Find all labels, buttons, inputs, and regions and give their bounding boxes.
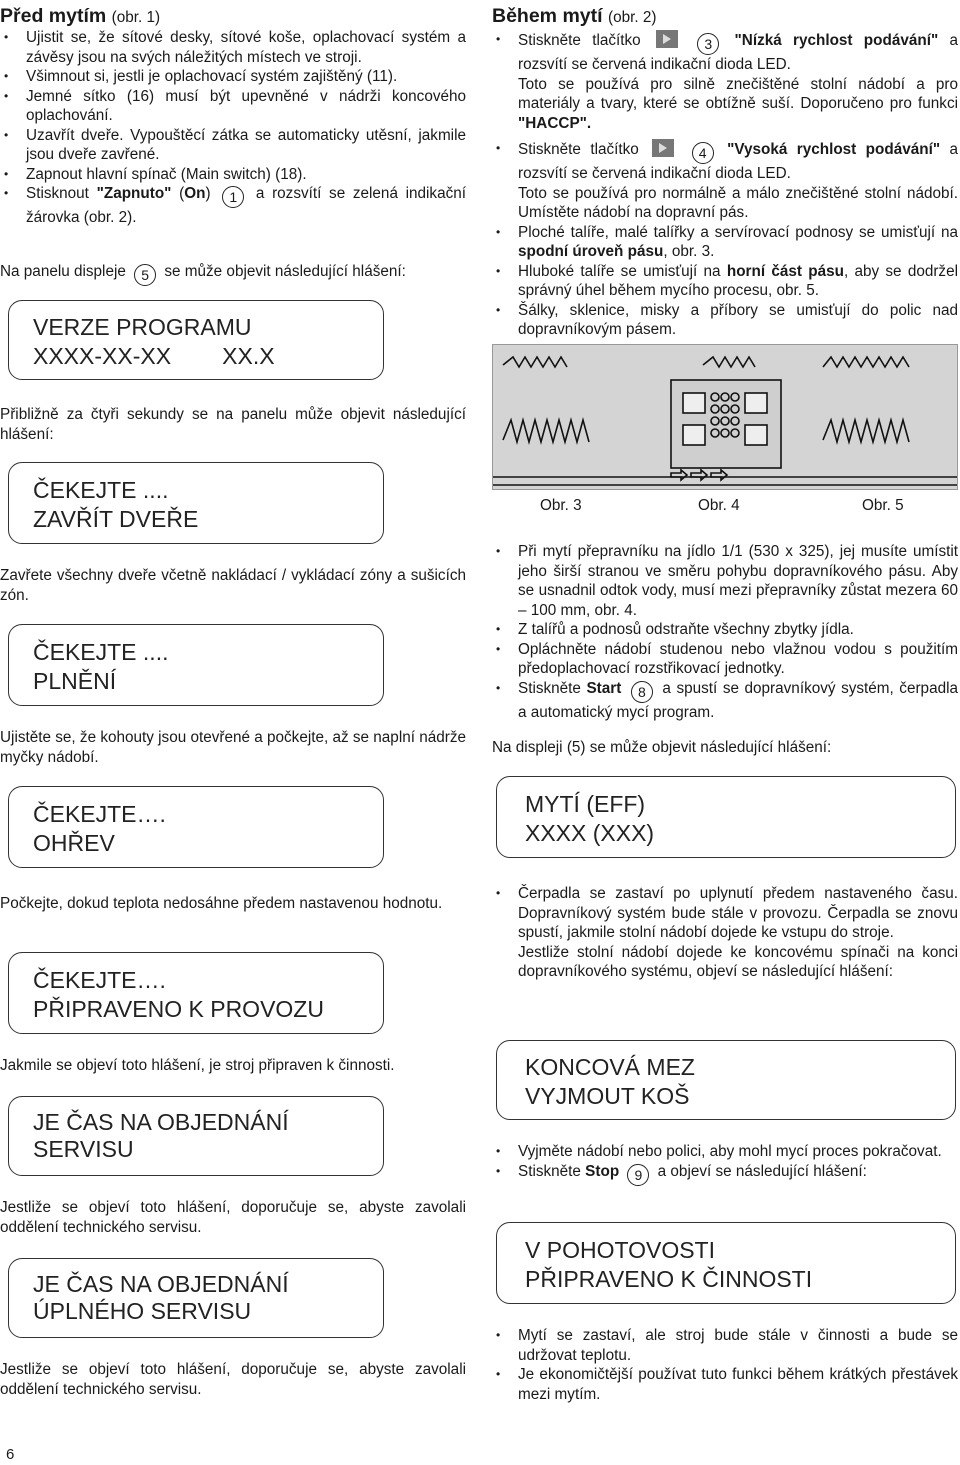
list-item: • Čerpadla se zastaví po uplynutí předem nastaveného času. Dopravníkový systém bude stále v provozu. Čerpadla se znovu spustí, jakmile stolní nádobí dojede ke vstupu do stroje. Jestliže stolní nádobí dojede ke koncovému spínači na konci dopravníkového systému, objeví se následující hlášení: bbox=[492, 884, 958, 982]
list-item: • Všimnout si, jestli je oplachovací systém zajištěný (11). bbox=[0, 67, 466, 87]
display-message-heating: ČEKEJTE…. OHŘEV bbox=[8, 786, 384, 868]
display-message-end-limit: KONCOVÁ MEZ VYJMOUT KOŠ bbox=[496, 1040, 956, 1120]
pump-list bbox=[492, 884, 958, 982]
text-service: Jestliže se objeví toto hlášení, doporučuje se, abyste zavolali oddělení technického servisu. bbox=[0, 1199, 466, 1236]
display-message-ready: ČEKEJTE…. PŘIPRAVENO K PROVOZU bbox=[8, 952, 384, 1034]
text-after-version: Přibližně za čtyři sekundy se na panelu může objevit následující hlášení: bbox=[0, 406, 466, 443]
panel-text: Na panelu displeje 5 se může objevit následující hlášení: bbox=[0, 262, 466, 286]
conveyor-figure bbox=[492, 344, 958, 490]
display-message-full-service: JE ČAS NA OBJEDNÁNÍ ÚPLNÉHO SERVISU bbox=[8, 1258, 384, 1338]
display-message-version: VERZE PROGRAMU XXXX-XX-XX XX.X bbox=[8, 300, 384, 380]
list-item: • Ujistit se, že sítové desky, sítové koše, oplachovací systém a závěsy jsou na svých náležitých místech ve stroji. bbox=[0, 28, 466, 67]
text-ready: Jakmile se objeví toto hlášení, je stroj připraven k činnosti. bbox=[0, 1057, 395, 1074]
list-item-low-speed: • Stiskněte tlačítko 3 "Nízká rychlost podávání" a rozsvítí se červená indikační dioda LED. Toto se používá pro silně znečištěné stolní nádobí a pro materiály a tvary, které se obtížně suší. Doporučeno pro funkci "HACCP". bbox=[492, 30, 958, 133]
text-full-service: Jestliže se objeví toto hlášení, doporučuje se, abyste zavolali oddělení technického servisu. bbox=[0, 1361, 466, 1398]
conveyor-illustration bbox=[493, 345, 958, 490]
list-item-start: • Stiskněte Start 8 a spustí se dopravníkový systém, čerpadla a automatický mycí program. bbox=[492, 679, 958, 723]
list-item: • Šálky, sklenice, misky a příbory se umisťují do polic nad dopravníkovým pásem. bbox=[492, 301, 958, 340]
display-message-filling: ČEKEJTE .... PLNĚNÍ bbox=[8, 624, 384, 706]
list-item-high-speed: • Stiskněte tlačítko 4 "Vysoká rychlost podávání" a rozsvítí se červená indikační dioda LED. Toto se používá pro normálně a málo znečištěné stolní nádobí. Umístěte nádobí na dopravní pás. bbox=[492, 139, 958, 223]
button-number-icon: 3 bbox=[697, 33, 719, 55]
list-item: • Uzavřít dveře. Vypouštěcí zátka se automaticky utěsní, jakmile jsou dveře zavřené. bbox=[0, 126, 466, 165]
low-speed-icon bbox=[656, 30, 678, 48]
text-close-doors: Zavřete všechny dveře včetně nakládací / vykládací zóny a sušicích zón. bbox=[0, 567, 466, 604]
button-number-icon: 9 bbox=[627, 1164, 649, 1186]
list-item-stop: • Stiskněte Stop 9 a objeví se následující hlášení: bbox=[492, 1162, 958, 1186]
during-washing-list bbox=[492, 30, 958, 340]
high-speed-icon bbox=[652, 139, 674, 157]
display-message-washing: MYTÍ (EFF) XXXX (XXX) bbox=[496, 776, 956, 858]
button-number-icon: 4 bbox=[692, 142, 714, 164]
button-number-icon: 1 bbox=[222, 186, 244, 208]
heading-before-washing: Před mytím (obr. 1) bbox=[0, 5, 161, 27]
list-item: • Stisknout "Zapnuto" (On) 1 a rozsvítí se zelená indikační žárovka (obr. 2). bbox=[0, 184, 466, 228]
list-item: • Je ekonomičtější používat tuto funkci během krátkých přestávek mezi mytím. bbox=[492, 1365, 958, 1404]
button-number-icon: 8 bbox=[631, 681, 653, 703]
display-message-service: JE ČAS NA OBJEDNÁNÍ SERVISU bbox=[8, 1096, 384, 1176]
heading-during-washing: Během mytí (obr. 2) bbox=[492, 5, 657, 27]
text-taps: Ujistěte se, že kohouty jsou otevřené a počkejte, až se naplní nádrže myčky nádobí. bbox=[0, 729, 466, 766]
list-item: • Ploché talíře, malé talířky a servírovací podnosy se umisťují na spodní úroveň pásu, obr. 3. bbox=[492, 223, 958, 262]
before-washing-list bbox=[0, 28, 466, 228]
caption-fig4: Obr. 4 bbox=[698, 497, 740, 514]
remove-list bbox=[492, 1142, 958, 1186]
text-display-msg: Na displeji (5) se může objevit následující hlášení: bbox=[492, 739, 832, 756]
list-item: • Při mytí přepravníku na jídlo 1/1 (530 x 325), jej musíte umístit jeho širší stranou ve směru pohybu dopravníkového pásu. Aby se usnadnil odtok vody, musí mezi přepravníky zůstat mezera 60 – 100 mm, obr. 4. bbox=[492, 542, 958, 620]
display-message-close-door: ČEKEJTE .... ZAVŘÍT DVEŘE bbox=[8, 462, 384, 544]
list-item: • Vyjměte nádobí nebo polici, aby mohl mycí proces pokračovat. bbox=[492, 1142, 958, 1162]
page-number: 6 bbox=[6, 1446, 15, 1463]
list-item: • Mytí se zastaví, ale stroj bude stále v činnosti a bude se udržovat teplotu. bbox=[492, 1326, 958, 1365]
display-message-standby: V POHOTOVOSTI PŘIPRAVENO K ČINNOSTI bbox=[496, 1222, 956, 1304]
caption-fig5: Obr. 5 bbox=[862, 497, 904, 514]
list-item: • Z talířů a podnosů odstraňte všechny zbytky jídla. bbox=[492, 620, 958, 640]
list-item: • Zapnout hlavní spínač (Main switch) (18). bbox=[0, 165, 466, 185]
standby-list bbox=[492, 1326, 958, 1404]
list-item: • Hluboké talíře se umisťují na horní část pásu, aby se dodržel správný úhel během mycího procesu, obr. 5. bbox=[492, 262, 958, 301]
caption-fig3: Obr. 3 bbox=[540, 497, 582, 514]
list-item: • Jemné sítko (16) musí být upevněné v nádrži koncového oplachování. bbox=[0, 87, 466, 126]
list-item: • Opláchněte nádobí studenou nebo vlažnou vodou s použitím předoplachovací rozstřikovací jednotky. bbox=[492, 640, 958, 679]
display-number-icon: 5 bbox=[134, 264, 156, 286]
text-temperature: Počkejte, dokud teplota nedosáhne předem nastavenou hodnotu. bbox=[0, 895, 443, 912]
tray-list bbox=[492, 542, 958, 722]
